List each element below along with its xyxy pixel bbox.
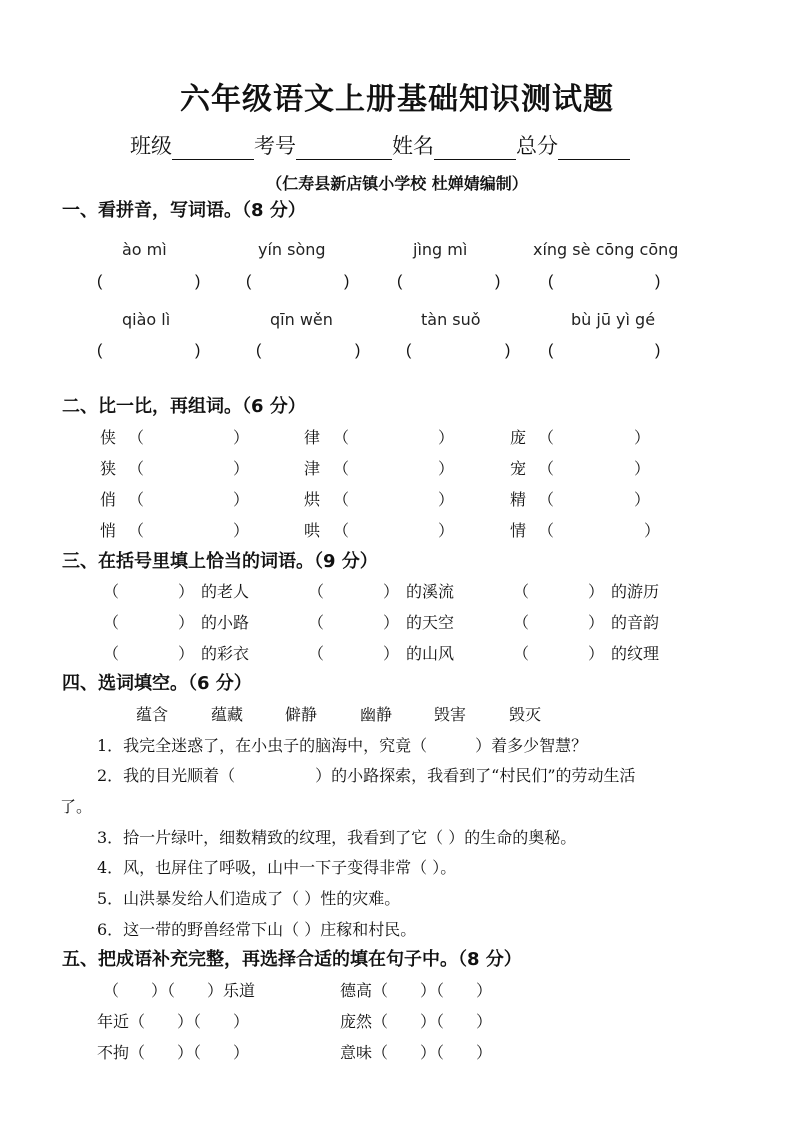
answer-paren-close: ） (438, 428, 455, 447)
name-blank (434, 137, 516, 160)
answer-paren-open: （ (538, 459, 555, 478)
compare-char: 哄 (304, 521, 321, 540)
answer-paren-close: ） (588, 582, 605, 601)
pinyin-item: jìng mì (413, 240, 468, 259)
word-option: 毁害 (434, 705, 467, 724)
answer-paren-close: ） (233, 428, 250, 447)
section-1-heading: 一、看拼音，写词语。（8 分） (62, 200, 306, 221)
answer-paren-close: ) (655, 273, 661, 290)
answer-paren-open: （ (308, 613, 325, 632)
answer-paren-close: ） (438, 490, 455, 509)
pinyin-item: yín sòng (258, 240, 326, 259)
fill-item: 的纹理 (611, 644, 660, 663)
answer-paren-close: ） (634, 490, 651, 509)
fill-item: 的溪流 (406, 582, 455, 601)
word-option: 僻静 (285, 705, 318, 724)
answer-paren-close: ） (383, 644, 400, 663)
total-blank (558, 137, 630, 160)
pinyin-item: xíng sè cōng cōng (533, 240, 679, 259)
question-4: 4．风，也屏住了呼吸，山中一下子变得非常（ ）。 (97, 858, 457, 877)
compare-char: 律 (304, 428, 321, 447)
section-2-heading: 二、比一比，再组词。（6 分） (62, 396, 306, 417)
fill-item: 的游历 (611, 582, 660, 601)
answer-paren-open: （ (103, 644, 120, 663)
answer-paren-close: ） (233, 459, 250, 478)
question-3: 3．拾一片绿叶，细数精致的纹理，我看到了它（ ）的生命的奥秘。 (97, 828, 577, 847)
answer-paren-close: ） (634, 428, 651, 447)
answer-paren-open: ( (548, 342, 554, 359)
answer-paren-close: ) (195, 273, 201, 290)
answer-paren-close: ) (355, 342, 361, 359)
answer-paren-open: ( (97, 273, 103, 290)
answer-paren-close: ） (233, 490, 250, 509)
answer-paren-close: ） (588, 644, 605, 663)
answer-paren-close: ） (634, 459, 651, 478)
fill-item: 的彩衣 (201, 644, 250, 663)
pinyin-item: qīn wěn (270, 310, 333, 329)
fill-item: 的老人 (201, 582, 250, 601)
compare-char: 侠 (100, 428, 117, 447)
idiom-item: 年近（ ）（ ） (97, 1012, 250, 1031)
compare-char: 宠 (510, 459, 527, 478)
word-option: 幽静 (360, 705, 393, 724)
total-label: 总分 (516, 134, 558, 158)
pinyin-item: ào mì (122, 240, 167, 259)
answer-paren-open: （ (513, 582, 530, 601)
answer-paren-open: （ (538, 521, 555, 540)
answer-paren-close: ） (178, 582, 195, 601)
answer-paren-open: （ (538, 428, 555, 447)
answer-paren-open: ( (397, 273, 403, 290)
fill-item: 的小路 (201, 613, 250, 632)
compare-char: 庞 (510, 428, 527, 447)
compare-char: 俏 (100, 490, 117, 509)
idiom-item: 不拘（ ）（ ） (97, 1043, 250, 1062)
answer-paren-open: （ (538, 490, 555, 509)
answer-paren-open: （ (308, 644, 325, 663)
class-blank (172, 137, 254, 160)
word-option: 毁灭 (509, 705, 542, 724)
answer-paren-close: ) (505, 342, 511, 359)
answer-paren-close: ） (178, 644, 195, 663)
author-note: （仁寿县新店镇小学校 杜婵婧编制） (266, 174, 528, 193)
answer-paren-open: （ (103, 613, 120, 632)
answer-paren-open: ( (406, 342, 412, 359)
answer-paren-close: ） (383, 582, 400, 601)
compare-char: 悄 (100, 521, 117, 540)
word-option: 蕴藏 (211, 705, 244, 724)
section-4-heading: 四、选词填空。（6 分） (62, 673, 252, 694)
section-5-heading: 五、把成语补充完整，再选择合适的填在句子中。（8 分） (62, 949, 522, 970)
exam-no-blank (296, 137, 392, 160)
fill-item: 的天空 (406, 613, 455, 632)
answer-paren-open: （ (103, 582, 120, 601)
question-1: 1．我完全迷惑了，在小虫子的脑海中，究竟（ ）着多少智慧？ (97, 736, 588, 755)
answer-paren-open: （ (333, 521, 350, 540)
student-info-line (130, 130, 630, 160)
answer-paren-close: ） (438, 459, 455, 478)
compare-char: 情 (510, 521, 527, 540)
answer-paren-open: ( (97, 342, 103, 359)
answer-paren-close: ） (438, 521, 455, 540)
answer-paren-open: （ (128, 428, 145, 447)
answer-paren-close: ） (588, 613, 605, 632)
answer-paren-open: ( (548, 273, 554, 290)
answer-paren-close: ） (644, 521, 661, 540)
answer-paren-open: （ (308, 582, 325, 601)
answer-paren-close: ) (655, 342, 661, 359)
question-2-cont: 了。 (60, 797, 93, 816)
name-label: 姓名 (392, 134, 434, 158)
answer-paren-close: ) (495, 273, 501, 290)
word-option: 蕴含 (136, 705, 169, 724)
answer-paren-open: （ (333, 490, 350, 509)
answer-paren-open: ( (256, 342, 262, 359)
idiom-item: 德高（ ）（ ） (340, 981, 493, 1000)
question-6: 6．这一带的野兽经常下山（ ）庄稼和村民。 (97, 920, 417, 939)
answer-paren-close: ） (178, 613, 195, 632)
answer-paren-open: （ (128, 490, 145, 509)
compare-char: 烘 (304, 490, 321, 509)
answer-paren-open: （ (513, 613, 530, 632)
question-5: 5．山洪暴发给人们造成了（ ）性的灾难。 (97, 889, 401, 908)
fill-item: 的音韵 (611, 613, 660, 632)
compare-char: 精 (510, 490, 527, 509)
pinyin-item: tàn suǒ (421, 310, 481, 329)
exam-no-label: 考号 (254, 134, 296, 158)
idiom-item: （ ）（ ）乐道 (103, 981, 256, 1000)
compare-char: 津 (304, 459, 321, 478)
page-title: 六年级语文上册基础知识测试题 (180, 82, 614, 117)
answer-paren-open: ( (246, 273, 252, 290)
section-3-heading: 三、在括号里填上恰当的词语。（9 分） (62, 551, 378, 572)
compare-char: 狭 (100, 459, 117, 478)
fill-item: 的山风 (406, 644, 455, 663)
answer-paren-open: （ (128, 521, 145, 540)
pinyin-item: bù jū yì gé (571, 310, 656, 329)
idiom-item: 意味（ ）（ ） (340, 1043, 493, 1062)
pinyin-item: qiào lì (122, 310, 171, 329)
answer-paren-open: （ (128, 459, 145, 478)
answer-paren-close: ) (195, 342, 201, 359)
answer-paren-open: （ (333, 428, 350, 447)
answer-paren-open: （ (333, 459, 350, 478)
answer-paren-close: ） (233, 521, 250, 540)
class-label: 班级 (130, 134, 172, 158)
answer-paren-close: ) (344, 273, 350, 290)
answer-paren-close: ） (383, 613, 400, 632)
question-2: 2．我的目光顺着（ ）的小路探索，我看到了“村民们”的劳动生活 (97, 766, 636, 785)
idiom-item: 庞然（ ）（ ） (340, 1012, 493, 1031)
answer-paren-open: （ (513, 644, 530, 663)
